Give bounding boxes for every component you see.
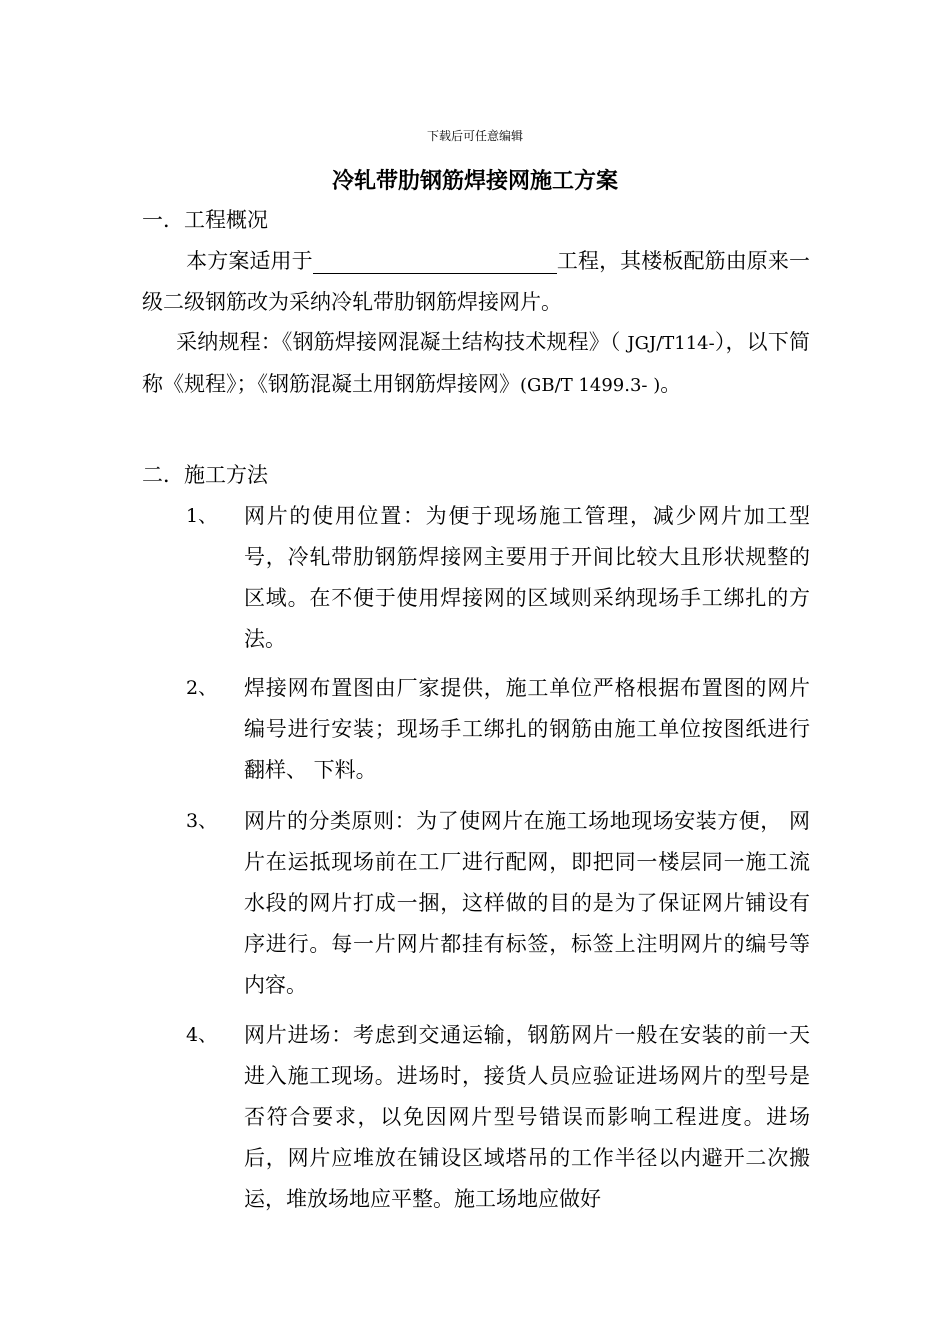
header-note: 下载后可任意编辑 (426, 129, 523, 143)
scope-text-before: 本方案适用于 (186, 249, 313, 273)
list-text: 网片的使用位置：为便于现场施工管理，减少网片加工型号，冷轧带肋钢筋焊接网主要用于开间比较大且形状规整的区域。在不便于使用焊接网的区域则采纳现场手工绑扎的方法。 (244, 504, 810, 651)
scope-text-after: 工程，其楼板配筋由原来一级二级钢筋改为采纳冷轧带肋钢筋焊接网片。 (142, 249, 811, 314)
standards-text-3: 。 (660, 372, 682, 396)
project-name-blank (313, 249, 557, 274)
list-number: 3、 (186, 810, 218, 832)
document-title: 冷轧带肋钢筋焊接网施工方案 (331, 169, 618, 194)
standard-code-jgj: JGJ/T114- (627, 333, 715, 354)
section-heading-overview: 一．工程概况 (142, 208, 268, 232)
list-number: 4、 (186, 1024, 218, 1046)
standards-text-2: ），以下简称《规程》；《钢筋混凝土用钢筋焊接网》 (142, 330, 810, 396)
list-text: 网片的分类原则：为了使网片在施工场地现场安装方便， 网片在运抵现场前在工厂进行配网，即把同一楼层同一施工流水段的网片打成一捆，这样做的目的是为了保证网片铺设有序进行。每一片网片都挂有标签，标签上注明网片的编号等内容。 (244, 809, 810, 997)
list-number: 2、 (186, 677, 218, 699)
paragraph-standards (142, 322, 810, 406)
list-text: 网片进场：考虑到交通运输，钢筋网片一般在安装的前一天进入施工现场。进场时，接货人员应验证进场网片的型号是否符合要求，以免因网片型号错误而影响工程进度。进场后，网片应堆放在铺设区域塔吊的工作半径以内避开二次搬运，堆放场地应平整。施工场地应做好 (244, 1023, 810, 1211)
list-number: 1、 (186, 505, 218, 527)
section-heading-method: 二．施工方法 (142, 463, 268, 487)
standards-text-1: 采纳规程：《钢筋焊接网混凝土结构技术规程》（ (176, 330, 628, 354)
list-text: 焊接网布置图由厂家提供，施工单位严格根据布置图的网片编号进行安装；现场手工绑扎的钢筋由施工单位按图纸进行翻样、 下料。 (244, 676, 810, 782)
standard-code-gb: (GB/T 1499.3- ) (520, 375, 661, 396)
paragraph-scope (142, 241, 810, 323)
